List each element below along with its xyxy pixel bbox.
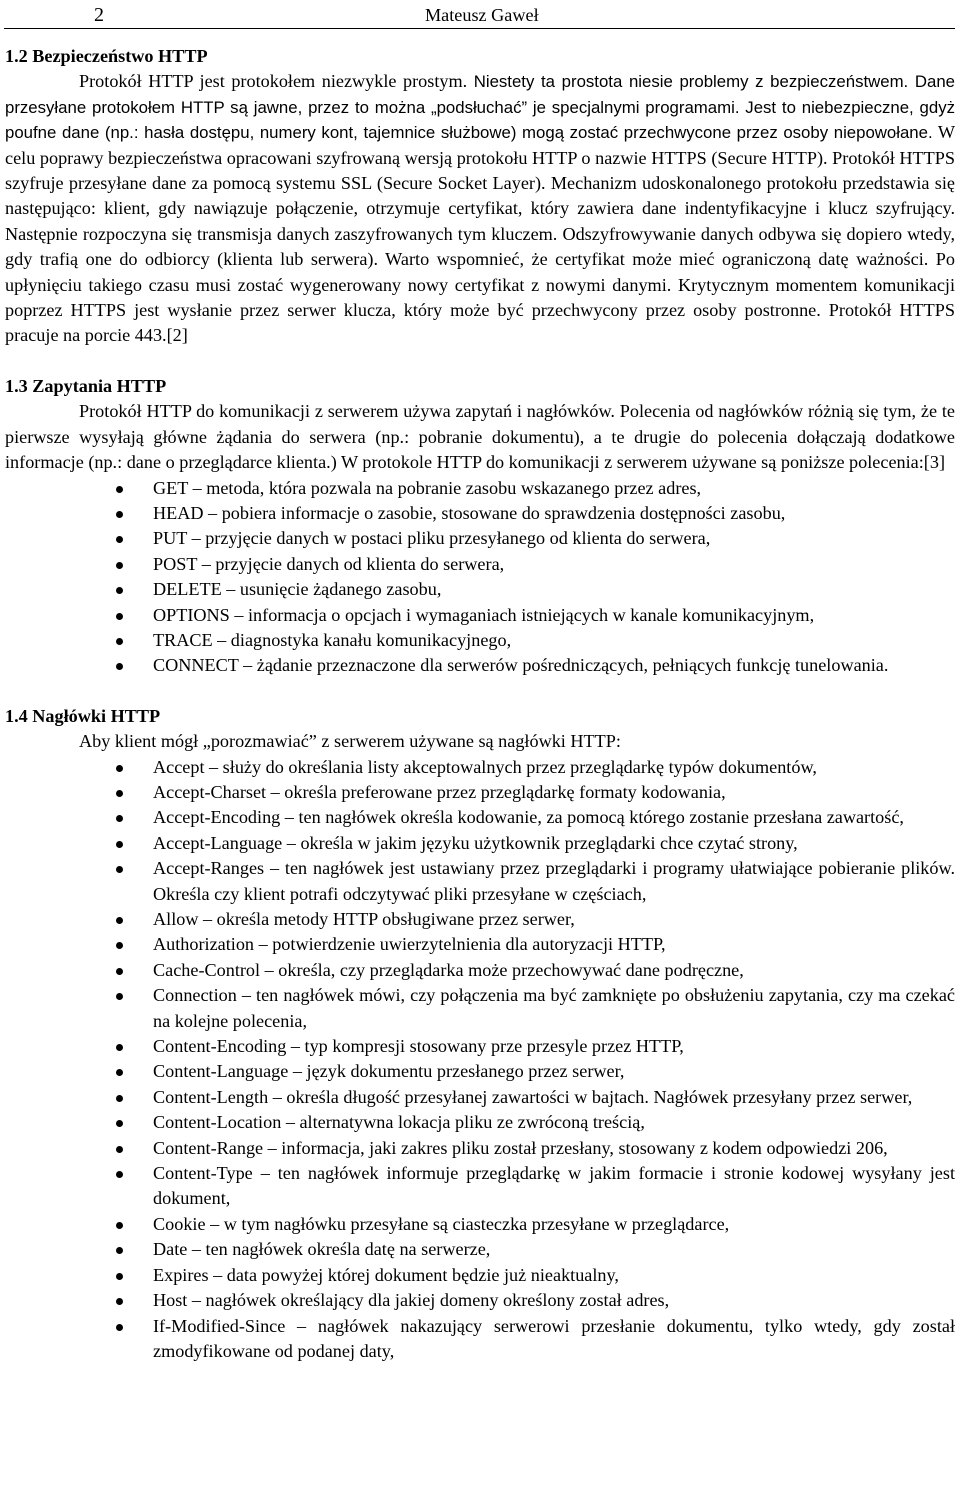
bullet-icon [116, 1044, 123, 1051]
list-item-text: Connection – ten nagłówek mówi, czy połączenia ma być zamknięte po obsłużeniu zapytania, czy ma czekać na kolejne polecenia, [153, 985, 955, 1031]
list-item [5, 755, 955, 780]
bullet-icon [116, 511, 123, 518]
list-item-text: DELETE – usunięcie żądanego zasobu, [153, 579, 442, 600]
list-item [5, 653, 955, 678]
list-item-text: Authorization – potwierdzenie uwierzytelnienia dla autoryzacji HTTP, [153, 934, 666, 955]
list-item [5, 983, 955, 1034]
bullet-icon [116, 1095, 123, 1102]
page-header [4, 2, 955, 29]
section-heading-1-4: 1.4 Nagłówki HTTP [5, 705, 161, 726]
paragraph-security-part-3: W celu poprawy bezpieczeństwa opracowani szyfrowaną wersją protokołu HTTP o nazwie HTTPS (Secure HTTP). Protokół HTTPS szyfruje przesyłane dane za pomocą systemu SSL (Secure Socket Layer). Mechanizm udoskonalonego protokołu przedstawia się następująco: klient, gdy nawiązuje połączenie, otrzymuje certyfikat, który zawiera dane indentyfikacyjne i klucz szyfrujący. Następnie rozpoczyna się transmisja danych zaszyfrowanych tym kluczem. Odszyfrowywanie danych odbywa się dopiero wtedy, gdy trafią one do odbiorcy (klienta lub serwera). Warto wspomnieć, że certyfikat może mieć ograniczoną datę ważności. Po upłynięciu takiego czasu musi zostać wygenerowany nowy certyfikat z nowymi danymi. Krytycznym momentem komunikacji poprzez HTTPS jest wysłanie przez serwer klucza, który może być przechwycony przez osoby postronne. Protokół HTTPS pracuje na porcie 443.[2] [5, 122, 955, 346]
list-item [5, 577, 955, 602]
bullet-icon [116, 562, 123, 569]
page-content [5, 44, 955, 1364]
list-item [5, 1161, 955, 1212]
list-item [5, 1237, 955, 1262]
http-methods-list [5, 476, 955, 679]
paragraph-security [5, 69, 955, 348]
http-headers-list [5, 755, 955, 1365]
section-spacer [5, 349, 955, 374]
list-item-text: Accept – służy do określania listy akceptowalnych przez przeglądarkę typów dokumentów, [153, 756, 817, 777]
list-item-text: TRACE – diagnostyka kanału komunikacyjnego, [153, 629, 512, 650]
list-item-text: CONNECT – żądanie przeznaczone dla serwerów pośredniczących, pełniących funkcję tunelowania. [153, 655, 889, 676]
paragraph-headers-intro: Aby klient mógł „porozmawiać” z serwerem używane są nagłówki HTTP: [79, 731, 621, 752]
list-item-text: Content-Type – ten nagłówek informuje przeglądarkę w jakim formacie i stronie kodowej wysyłany jest dokument, [153, 1163, 955, 1209]
list-item-text: POST – przyjęcie danych od klienta do serwera, [153, 553, 505, 574]
bullet-icon [116, 1120, 123, 1127]
bullet-icon [116, 993, 123, 1000]
bullet-icon [116, 613, 123, 620]
bullet-icon [116, 1247, 123, 1254]
list-item-text: Content-Range – informacja, jaki zakres pliku został przesłany, stosowany z kodem odpowiedzi 206, [153, 1137, 888, 1158]
list-item-text: Accept-Ranges – ten nagłówek jest ustawiany przez przeglądarki i programy ułatwiające pobieranie plików. Określa czy klient potrafi odczytywać pliki przesyłane w częściach, [153, 858, 955, 904]
list-item [5, 907, 955, 932]
list-item [5, 526, 955, 551]
list-item [5, 1288, 955, 1313]
list-item [5, 1263, 955, 1288]
list-item [5, 501, 955, 526]
list-item [5, 603, 955, 628]
list-item-text: If-Modified-Since – nagłówek nakazujący serwerowi przesłanie dokumentu, tylko wtedy, gdy został zmodyfikowane od podanej daty, [153, 1315, 955, 1361]
list-item-text: Cache-Control – określa, czy przeglądarka może przechowywać dane podręczne, [153, 959, 744, 980]
bullet-icon [116, 815, 123, 822]
list-item [5, 1059, 955, 1084]
list-item [5, 552, 955, 577]
bullet-icon [116, 968, 123, 975]
list-item [5, 628, 955, 653]
bullet-icon [116, 486, 123, 493]
paragraph-requests-intro: Protokół HTTP do komunikacji z serwerem używa zapytań i nagłówków. Polecenia od nagłówków różnią się tym, że te pierwsze wysyłają główne żądania do serwera (np.: pobranie dokumentu), a te drugie do polecenia dołączają dodatkowe informacje (np.: dane o przeglądarce klienta.) W protokole HTTP do komunikacji z serwerem używane są poniższe polecenia:[3] [5, 401, 955, 473]
bullet-icon [116, 1273, 123, 1280]
list-item [5, 780, 955, 805]
list-item-text: Accept-Language – określa w jakim języku użytkownik przeglądarki chce czytać strony, [153, 832, 798, 853]
bullet-icon [116, 790, 123, 797]
list-item-text: Allow – określa metody HTTP obsługiwane przez serwer, [153, 909, 575, 929]
list-item-text: Accept-Encoding – ten nagłówek określa kodowanie, za pomocą którego zostanie przesłana zawartość, [153, 807, 904, 828]
bullet-icon [116, 1069, 123, 1076]
list-item-text: Cookie – w tym nagłówku przesyłane są ciasteczka przesyłane w przeglądarce, [153, 1213, 730, 1234]
paragraph-security-part-2: Niestety ta prostota niesie problemy z bezpieczeństwem. Dane przesyłane protokołem HTTP są jawne, przez to można „podsłuchać” je specjalnymi programami. Jest to niebezpieczne, gdyż poufne dane (np.: hasła dostępu, numery kont, tajemnice służbowe) mogą zostać przechwycone przez osoby niepowołane. [5, 72, 955, 143]
list-item-text: HEAD – pobiera informacje o zasobie, stosowane do sprawdzenia dostępności zasobu, [153, 502, 786, 523]
list-item-text: PUT – przyjęcie danych w postaci pliku przesyłanego od klienta do serwera, [153, 528, 711, 549]
bullet-icon [116, 536, 123, 543]
bullet-icon [116, 1222, 123, 1229]
bullet-icon [116, 1324, 123, 1331]
list-item [5, 1085, 955, 1110]
list-item-text: Accept-Charset – określa preferowane przez przeglądarkę formaty kodowania, [153, 781, 726, 802]
header-author: Mateusz Gaweł [425, 5, 539, 25]
bullet-icon [116, 841, 123, 848]
list-item-text: GET – metoda, która pozwala na pobranie zasobu wskazanego przez adres, [153, 477, 702, 498]
bullet-icon [116, 866, 123, 873]
bullet-icon [116, 942, 123, 949]
list-item-text: Content-Length – określa długość przesyłanej zawartości w bajtach. Nagłówek przesyłany przez serwer, [153, 1086, 913, 1107]
list-item [5, 476, 955, 501]
bullet-icon [116, 1298, 123, 1305]
list-item-text: Host – nagłówek określający dla jakiej domeny określony został adres, [153, 1290, 670, 1311]
bullet-icon [116, 1146, 123, 1153]
list-item [5, 1314, 955, 1365]
list-item-text: Date – ten nagłówek określa datę na serwerze, [153, 1239, 491, 1260]
list-item [5, 958, 955, 983]
list-item-text: OPTIONS – informacja o opcjach i wymaganiach istniejących w kanale komunikacyjnym, [153, 604, 815, 625]
list-item [5, 932, 955, 957]
bullet-icon [116, 765, 123, 772]
bullet-icon [116, 917, 123, 924]
bullet-icon [116, 663, 123, 670]
list-item [5, 1136, 955, 1161]
list-item-text: Content-Location – alternatywna lokacja pliku ze zwróconą treścią, [153, 1112, 645, 1133]
list-item [5, 1034, 955, 1059]
list-item [5, 1110, 955, 1135]
list-item-text: Content-Encoding – typ kompresji stosowany prze przesyle przez HTTP, [153, 1036, 684, 1057]
list-item [5, 831, 955, 856]
list-item-text: Expires – data powyżej której dokument będzie już nieaktualny, [153, 1264, 619, 1285]
list-item-text: Content-Language – język dokumentu przesłanego przez serwer, [153, 1061, 625, 1082]
section-heading-1-3: 1.3 Zapytania HTTP [5, 375, 167, 396]
list-item [5, 1212, 955, 1237]
section-heading-1-2: 1.2 Bezpieczeństwo HTTP [5, 46, 208, 66]
section-spacer [5, 679, 955, 704]
paragraph-security-part-1: Protokół HTTP jest protokołem niezwykle prostym. [79, 71, 474, 92]
bullet-icon [116, 638, 123, 645]
list-item [5, 856, 955, 907]
bullet-icon [116, 587, 123, 594]
page-number: 2 [94, 4, 104, 26]
list-item [5, 805, 955, 830]
bullet-icon [116, 1171, 123, 1178]
